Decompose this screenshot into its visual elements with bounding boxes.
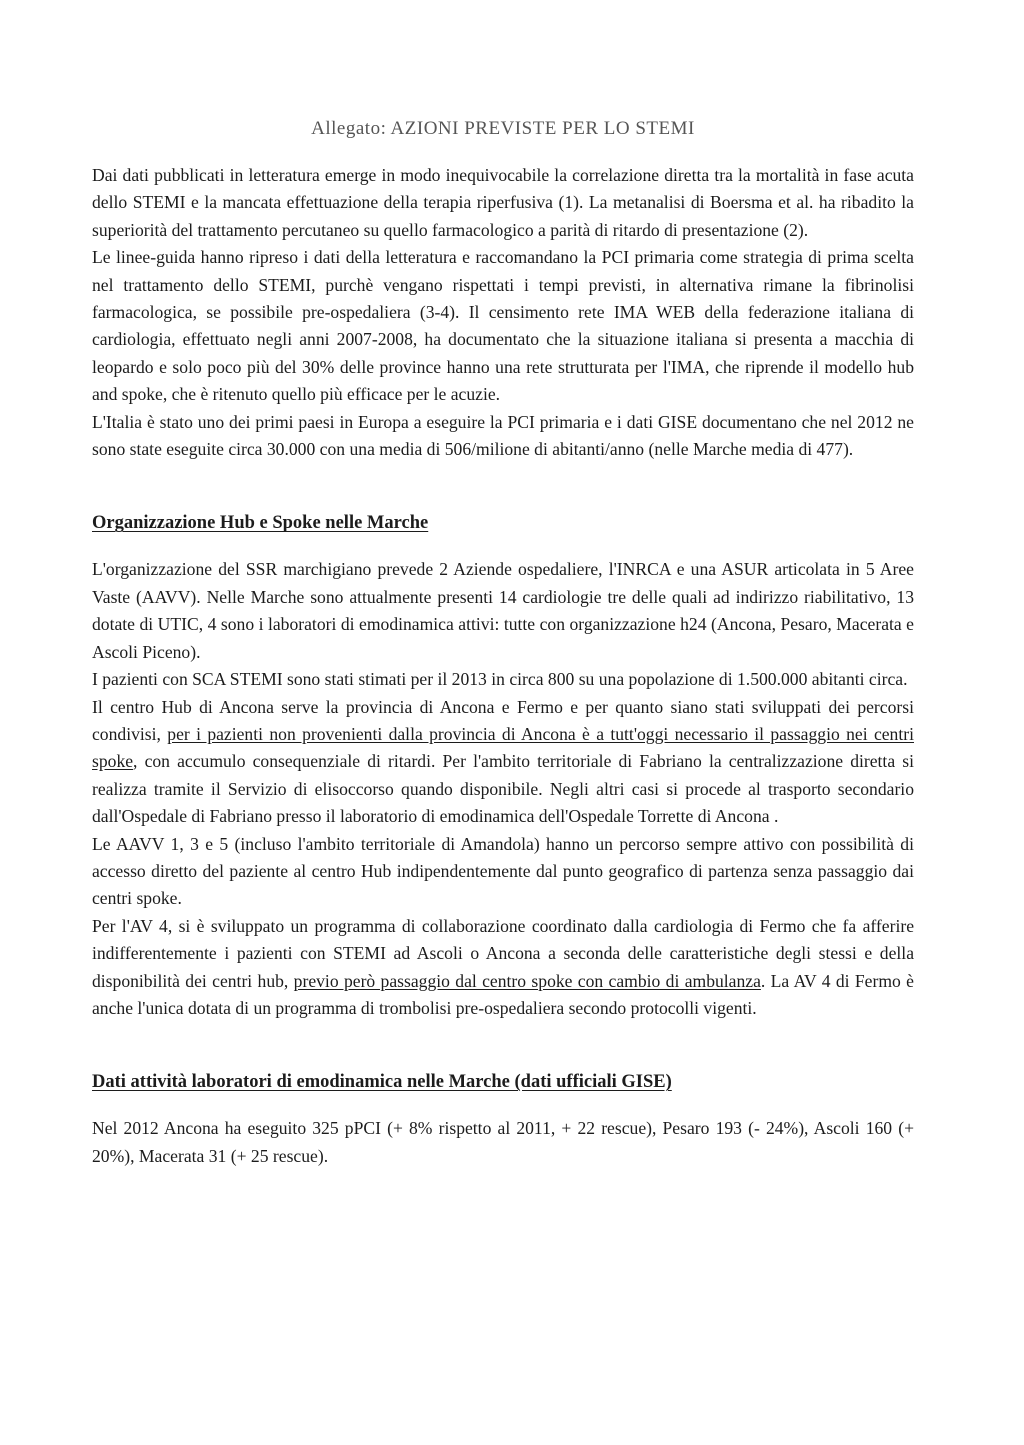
paragraph-text: Il centro Hub di Ancona serve la provincia di Ancona e Fermo e per quanto siano stati sviluppati dei percorsi condivisi, bbox=[92, 696, 914, 744]
underlined-text: previo però passaggio dal centro spoke con cambio di ambulanza bbox=[293, 970, 761, 991]
paragraph-text: , con accumulo consequenziale di ritardi. Per l'ambito territoriale di Fabriano la centralizzazione diretta si realizza tramite il Servizio di elisoccorso quando disponibile. Negli altri casi si procede al trasporto secondario dall'Ospedale di Fabriano presso il laboratorio di emodinamica dell'Ospedale Torrette di Ancona . bbox=[92, 751, 914, 827]
hub-spoke-paragraph-1: L'organizzazione del SSR marchigiano prevede 2 Aziende ospedaliere, l'INRCA e una ASUR articolata in 5 Aree Vaste (AAVV). Nelle Marche sono attualmente presenti 14 cardiologie tre delle quali ad indirizzo riabilitativo, 13 dotate di UTIC, 4 sono i laboratori di emodinamica attivi: tutte con organizzazione h24 (Ancona, Pesaro, Macerata e Ascoli Piceno). bbox=[92, 559, 914, 662]
hub-spoke-paragraph-4: Le AAVV 1, 3 e 5 (incluso l'ambito territoriale di Amandola) hanno un percorso sempre attivo con possibilità di accesso diretto del paziente al centro Hub indipendentemente dal punto geografico di partenza senza passaggio dai centri spoke. bbox=[92, 833, 914, 909]
hub-spoke-paragraph-3 bbox=[92, 694, 914, 831]
hub-spoke-paragraph-2: I pazienti con SCA STEMI sono stati stimati per il 2013 in circa 800 su una popolazione di 1.500.000 abitanti circa. bbox=[92, 669, 908, 690]
section-heading-gise-data: Dati attività laboratori di emodinamica nelle Marche (dati ufficiali GISE) bbox=[92, 1072, 672, 1093]
underlined-text: per i pazienti non provenienti dalla provincia di Ancona è a tutt'oggi necessario il passaggio nei centri spoke bbox=[92, 723, 914, 772]
intro-paragraph-1: Dai dati pubblicati in letteratura emerge in modo inequivocabile la correlazione diretta tra la mortalità in fase acuta dello STEMI e la mancata effettuazione della terapia riperfusiva (1). La metanalisi di Boersma et al. ha ribadito la superiorità del trattamento percutaneo su quello farmacologico a parità di ritardo di presentazione (2). bbox=[92, 165, 914, 240]
document-page bbox=[92, 118, 914, 1170]
gise-data-paragraph: Nel 2012 Ancona ha eseguito 325 pPCI (+ 8% rispetto al 2011, + 22 rescue), Pesaro 193 (- 24%), Ascoli 160 (+ 20%), Macerata 31 (+ 25 rescue). bbox=[92, 1118, 914, 1166]
section-heading-hub-spoke: Organizzazione Hub e Spoke nelle Marche bbox=[92, 513, 429, 534]
paragraph-text: Per l'AV 4, si è sviluppato un programma di collaborazione coordinato dalla cardiologia di Fermo che fa afferire indifferentemente i pazienti con STEMI ad Ascoli o Ancona a seconda delle caratteristiche degli stessi e della disponibilità dei centri hub, bbox=[92, 915, 914, 991]
hub-spoke-paragraph-5 bbox=[92, 913, 914, 1023]
paragraph-text: . La AV 4 di Fermo è anche l'unica dotata di un programma di trombolisi pre-ospedaliera secondo protocolli vigenti. bbox=[92, 970, 914, 1018]
intro-paragraph-3: L'Italia è stato uno dei primi paesi in Europa a eseguire la PCI primaria e i dati GISE documentano che nel 2012 ne sono state eseguite circa 30.000 con una media di 506/milione di abitanti/anno (nelle Marche media di 477). bbox=[92, 411, 914, 460]
document-title: Allegato: AZIONI PREVISTE PER LO STEMI bbox=[311, 118, 695, 139]
intro-paragraph-2: Le linee-guida hanno ripreso i dati della letteratura e raccomandano la PCI primaria come strategia di prima scelta nel trattamento dello STEMI, purchè vengano rispettati i tempi previsti, in alternativa rimane la fibrinolisi farmacologica, se possibile pre-ospedaliera (3-4). Il censimento rete IMA WEB della federazione italiana di cardiologia, effettuato negli anni 2007-2008, ha documentato che la situazione italiana si presenta a macchia di leopardo e solo poco più del 30% delle province hanno una rete strutturata per l'IMA, che riprende il modello hub and spoke, che è ritenuto quello più efficace per le acuzie. bbox=[92, 247, 914, 405]
